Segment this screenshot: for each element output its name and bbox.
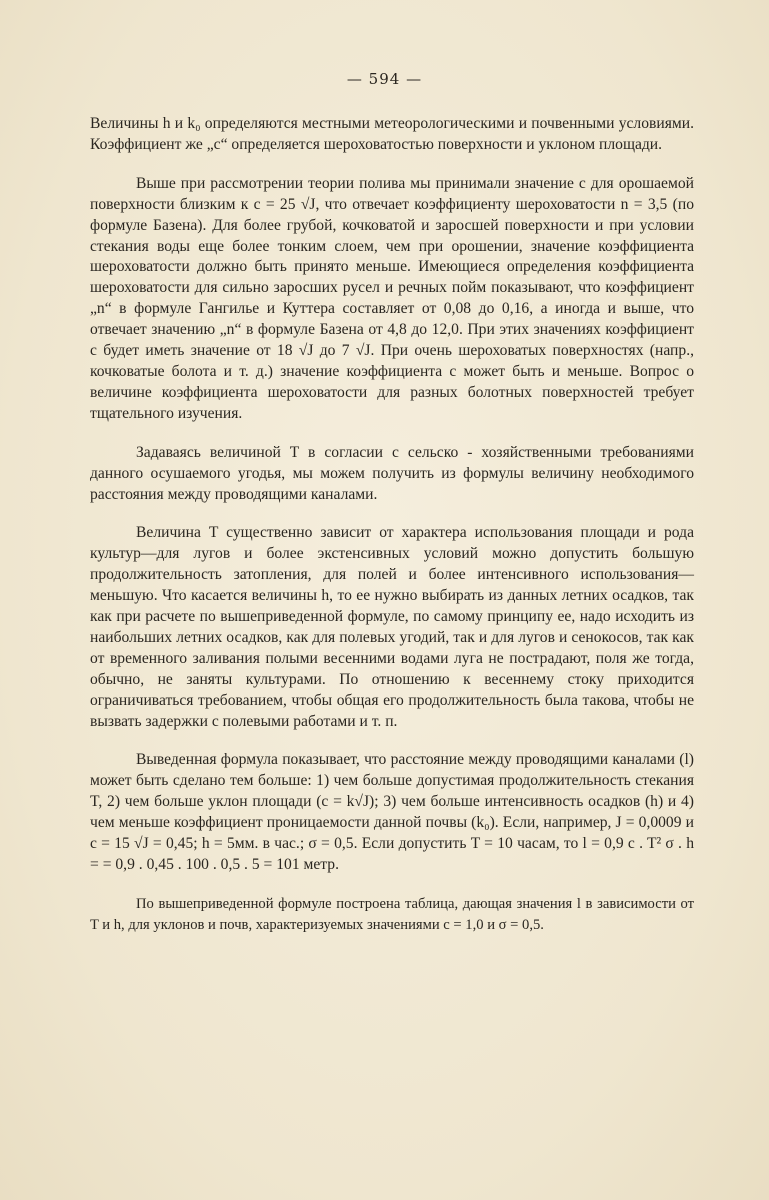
paragraph-3: Задаваясь величиной T в согласии с сельско - хозяйственными требованиями данного осушаемого угодья, мы можем получить из формулы величину необходимого расстояния между проводящими каналами. bbox=[90, 443, 694, 503]
paragraph-6: По вышеприведенной формуле построена таблица, дающая значения l в зависимости от T и h, для уклонов и почв, характеризуемых значениями c = 1,0 и σ = 0,5. bbox=[90, 895, 694, 933]
page-body bbox=[90, 114, 694, 936]
paragraph-1: Величины h и k₀ определяются местными метеорологическими и почвенными условиями. Коэффициент же „c“ определяется шероховатостью поверхности и уклоном площади. bbox=[90, 115, 694, 153]
paragraph-5: Выведенная формула показывает, что расстояние между проводящими каналами (l) может быть сделано тем больше: 1) чем больше допустимая продолжительность стекания T, 2) чем больше уклон площади (c = k√J); 3) чем больше интенсивность осадков (h) и 4) чем меньше коэффициент проницаемости данной почвы (k₀). Если, например, J = 0,0009 и c = 15 √J = 0,45; h = 5мм. в час.; σ = 0,5. Если допустить T = 10 часам, то l = 0,9 c . T² σ . h = = 0,9 . 0,45 . 100 . 0,5 . 5 = 101 метр. bbox=[90, 751, 694, 873]
paragraph-4: Величина T существенно зависит от характера использования площади и рода культур—для лугов и более экстенсивных условий можно допустить большую продолжительность затопления, для полей и более интенсивного использования—меньшую. Что касается величины h, то ее нужно выбирать из данных летних осадков, так как при расчете по вышеприведенной формуле, по самому принципу ее, надо исходить из наибольших летних осадков, как для полевых угодий, так и для лугов и сенокосов, так как от временного заливания полыми весенними водами луга не пострадают, поля же тогда, обычно, не заняты культурами. По отношению к весеннему стоку приходится ограничиваться требованием, чтобы общая его продолжительность была такова, чтобы не вызвать задержки с полевыми работами и т. п. bbox=[90, 524, 694, 730]
page-number: — 594 — bbox=[346, 70, 423, 88]
paragraph-2: Выше при рассмотрении теории полива мы принимали значение c для орошаемой поверхности близким к c = 25 √J, что отвечает коэффициенту шероховатости n = 3,5 (по формуле Базена). Для более грубой, кочковатой и заросшей поверхности и при условии стекания воды еще более тонким слоем, чем при орошении, значение коэффициента шероховатости должно быть принято меньше. Имеющиеся определения коэффициента шероховатости для сильно заросших русел и речных пойм показывают, что коэффициент „n“ в формуле Гангилье и Куттера составляет от 0,08 до 0,16, а иногда и выше, что отвечает значению „n“ в формуле Базена от 4,8 до 12,0. При этих значениях коэффициент c будет иметь значение от 18 √J до 7 √J. При очень шероховатых поверхностях (напр., кочковатые болота и т. д.) значение коэффициента c может быть и меньше. Вопрос о величине коэффициента шероховатости для разных болотных поверхностей требует тщательного изучения. bbox=[90, 174, 694, 422]
